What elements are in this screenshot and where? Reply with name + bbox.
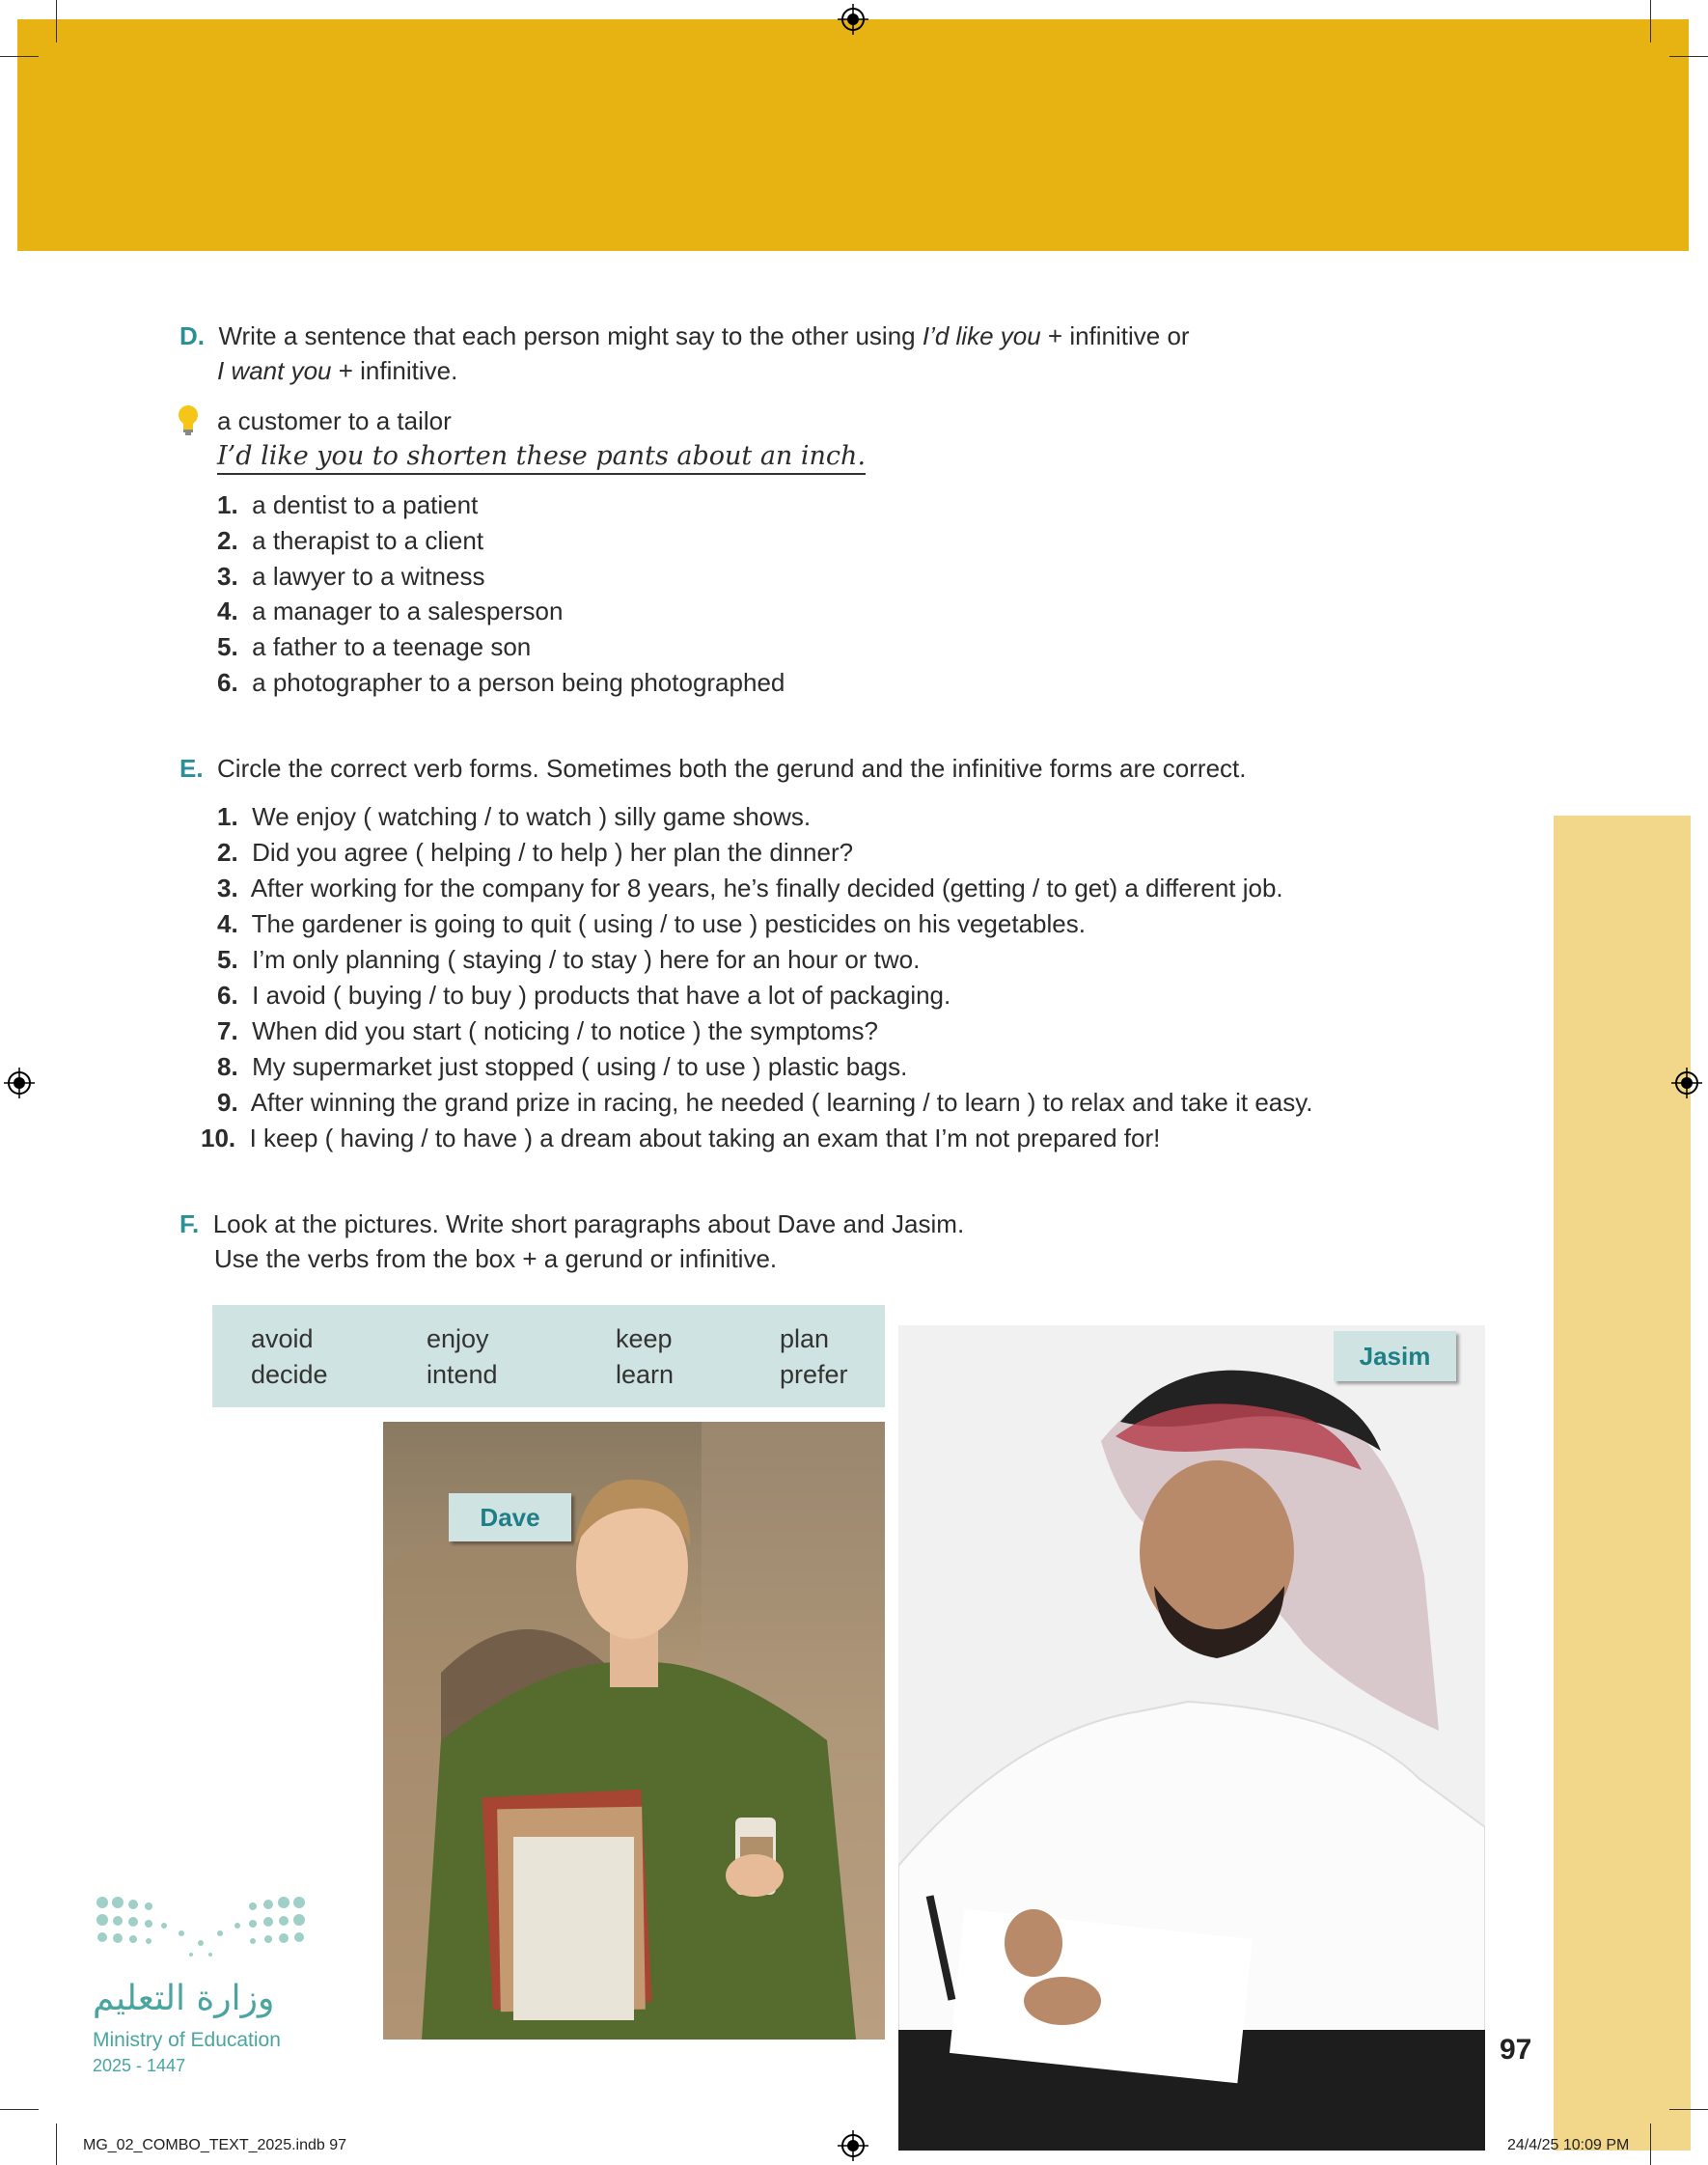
section-f-instructions-line2: Use the verbs from the box + a gerund or infinitive. xyxy=(214,1244,778,1273)
registration-mark-icon xyxy=(838,4,868,35)
list-item: 5. a father to a teenage son xyxy=(217,632,532,661)
list-item: 3. a lawyer to a witness xyxy=(217,562,485,591)
word-box-item: avoid xyxy=(251,1324,314,1353)
crop-mark xyxy=(1669,2109,1708,2110)
word-box-item: plan xyxy=(780,1324,830,1353)
crop-mark xyxy=(1650,2123,1651,2165)
header-band xyxy=(17,19,1689,251)
example-prompt: a customer to a tailor xyxy=(217,406,452,435)
list-item: 9. After winning the grand prize in racing, he needed ( learning / to learn ) to relax and take it easy. xyxy=(217,1088,1313,1117)
example-answer: I’d like you to shorten these pants about an inch. xyxy=(217,438,866,474)
crop-mark xyxy=(56,2123,57,2165)
crop-mark xyxy=(56,0,57,42)
section-d-instructions: D. Write a sentence that each person might say to the other using I’d like you + infinitive or xyxy=(179,321,1190,350)
side-band xyxy=(1554,816,1691,2151)
list-item: 10. I keep ( having / to have ) a dream about taking an exam that I’m not prepared for! xyxy=(201,1124,1161,1152)
footer-timestamp: 24/4/25 10:09 PM xyxy=(1507,2137,1630,2153)
list-item: 8. My supermarket just stopped ( using / to use ) plastic bags. xyxy=(217,1052,908,1081)
ministry-dots-logo-icon xyxy=(95,1895,307,1967)
crop-mark xyxy=(1650,0,1651,42)
word-box-item: learn xyxy=(616,1360,675,1389)
registration-mark-icon xyxy=(838,2130,868,2161)
list-item: 2. a therapist to a client xyxy=(217,526,484,555)
list-item: 3. After working for the company for 8 years, he’s finally decided (getting / to get) a different job. xyxy=(217,874,1283,902)
word-box-item: enjoy xyxy=(427,1324,489,1353)
list-item: 4. The gardener is going to quit ( using / to use ) pesticides on his vegetables. xyxy=(217,909,1086,938)
registration-mark-icon xyxy=(1671,1068,1702,1098)
list-item: 7. When did you start ( noticing / to notice ) the symptoms? xyxy=(217,1016,878,1045)
footer-file-info: MG_02_COMBO_TEXT_2025.indb 97 xyxy=(83,2137,347,2153)
section-e-instructions: E. Circle the correct verb forms. Sometimes both the gerund and the infinitive forms are correct. xyxy=(179,754,1247,783)
crop-mark xyxy=(0,2109,39,2110)
lightbulb-icon xyxy=(176,403,201,438)
list-item: 5. I’m only planning ( staying / to stay ) here for an hour or two. xyxy=(217,945,921,974)
crop-mark xyxy=(0,56,39,57)
page-number: 97 xyxy=(1500,2034,1532,2066)
list-item: 4. a manager to a salesperson xyxy=(217,597,564,625)
word-box-item: decide xyxy=(251,1360,328,1389)
section-d-instructions-line2: I want you + infinitive. xyxy=(217,356,458,385)
list-item: 6. I avoid ( buying / to buy ) products that have a lot of packaging. xyxy=(217,981,951,1010)
word-box-item: intend xyxy=(427,1360,498,1389)
list-item: 6. a photographer to a person being photographed xyxy=(217,668,785,697)
word-box-item: prefer xyxy=(780,1360,848,1389)
crop-mark xyxy=(1669,56,1708,57)
word-box xyxy=(212,1305,885,1407)
section-letter: F. xyxy=(179,1209,200,1238)
ministry-year: 2025 - 1447 xyxy=(93,2056,186,2075)
list-item: 1. a dentist to a patient xyxy=(217,490,479,519)
jasim-illustration xyxy=(898,1325,1485,2151)
dave-label: Dave xyxy=(449,1493,571,1541)
section-letter: E. xyxy=(179,754,204,783)
list-item: 1. We enjoy ( watching / to watch ) silly game shows. xyxy=(217,802,812,831)
ministry-english: Ministry of Education xyxy=(93,2029,281,2051)
list-item: 2. Did you agree ( helping / to help ) her plan the dinner? xyxy=(217,838,854,867)
word-box-item: keep xyxy=(616,1324,673,1353)
registration-mark-icon xyxy=(4,1068,35,1098)
jasim-label: Jasim xyxy=(1334,1331,1456,1381)
section-letter: D. xyxy=(179,321,205,350)
section-f-instructions: F. Look at the pictures. Write short paragraphs about Dave and Jasim. xyxy=(179,1209,965,1238)
jasim-photo xyxy=(898,1325,1485,2151)
ministry-arabic: وزارة التعليم xyxy=(93,1979,275,2018)
